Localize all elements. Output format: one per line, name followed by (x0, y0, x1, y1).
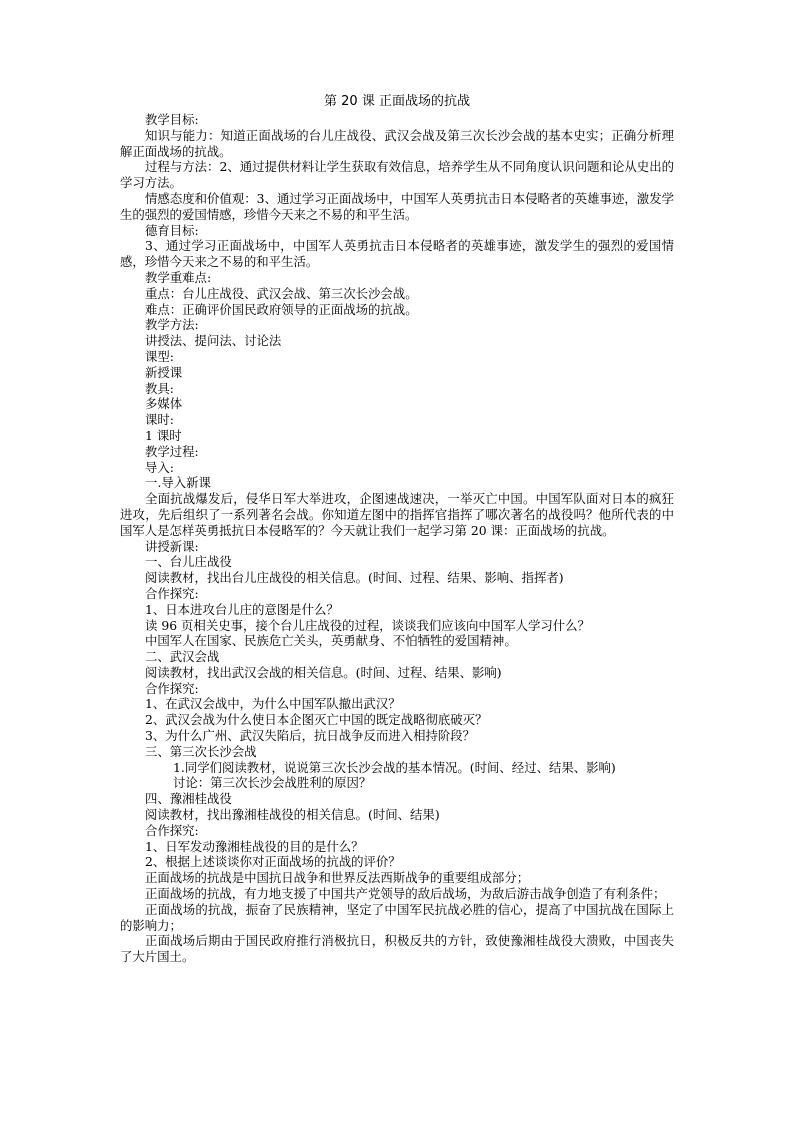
text-line: 2、根据上述谈谈你对正面战场的抗战的评价？ (145, 854, 401, 870)
text-line: 阅读教材，找出台儿庄战役的相关信息。(时间、过程、结果、影响、指挥者) (145, 570, 564, 586)
text-line: 课时: (145, 412, 174, 428)
text-line: 知识与能力：知道正面战场的台儿庄战役、武汉会战及第三次长沙会战的基本史实；正确分析理解正面战场的抗战。 (120, 127, 674, 159)
text-line: 正面战场后期由于国民政府推行消极抗日，积极反共的方针，致使豫湘桂战役大溃败，中国丧失了大片国土。 (120, 933, 674, 965)
text-line: 教学方法: (145, 317, 199, 333)
text-line: 正面战场的抗战，振奋了民族精神，坚定了中国军民抗战必胜的信心，提高了中国抗战在国际上的影响力； (120, 901, 674, 933)
text-line: 合作探究: (145, 822, 199, 838)
text-line: 教学重难点: (145, 269, 212, 285)
text-line: 导入: (145, 459, 174, 475)
text-line: 讨论：第三次长沙会战胜利的原因？ (173, 775, 372, 791)
text-line: 1、在武汉会战中，为什么中国军队撤出武汉？ (145, 696, 401, 712)
document-page (120, 94, 674, 965)
text-line: 难点：正确评价国民政府领导的正面战场的抗战。 (145, 301, 418, 317)
text-line: 正面战场的抗战，有力地支援了中国共产党领导的敌后战场，为敌后游击战争创造了有利条件； (145, 886, 666, 902)
text-line: 一、台儿庄战役 (145, 554, 232, 570)
text-line: 中国军人在国家、民族危亡关头，英勇献身、不怕牺牲的爱国精神。 (145, 633, 517, 649)
text-line: 合作探究: (145, 585, 199, 601)
text-line: 合作探究: (145, 680, 199, 696)
text-line: 讲授新课: (145, 538, 199, 554)
text-line: 二、武汉会战 (145, 649, 220, 665)
text-line: 教学过程: (145, 443, 199, 459)
text-line: 阅读教材，找出豫湘桂战役的相关信息。(时间、结果) (145, 807, 440, 823)
text-line: 新授课 (145, 364, 183, 380)
text-line: 一.导入新课 (145, 475, 211, 491)
text-line: 重点：台儿庄战役、武汉会战、第三次长沙会战。 (145, 285, 418, 301)
text-line: 读 96 页相关史事，接个台儿庄战役的过程，谈谈我们应该向中国军人学习什么？ (145, 617, 590, 633)
text-line: 全面抗战爆发后，侵华日军大举进攻，企图速战速决，一举灭亡中国。中国军队面对日本的疯狂进攻，先后组织了一系列著名会战。你知道左图中的指挥官指挥了哪次著名的战役吗？他所代表的中国军人是怎样英勇抵抗日本侵略军的？今天就让我们一起学习第 20 课：正面战场的抗战。 (120, 491, 674, 538)
text-line: 教具: (145, 380, 174, 396)
text-line: 2、武汉会战为什么使日本企图灭亡中国的既定战略彻底破灭？ (145, 712, 488, 728)
lesson-body (120, 112, 674, 965)
text-line: 1、日本进攻台儿庄的意图是什么？ (145, 601, 339, 617)
text-line: 教学目标: (145, 112, 199, 127)
text-line: 讲授法、提问法、讨论法 (145, 333, 282, 349)
text-line: 3、为什么广州、武汉失陷后，抗日战争反而进入相持阶段？ (145, 728, 476, 744)
text-line: 阅读教材，找出武汉会战的相关信息。(时间、过程、结果、影响) (145, 664, 502, 680)
text-line: 3、通过学习正面战场中，中国军人英勇抗击日本侵略者的英雄事迹，激发学生的强烈的爱国情感，珍惜今天来之不易的和平生活。 (120, 238, 674, 270)
text-line: 四、豫湘桂战役 (145, 791, 232, 807)
text-line: 正面战场的抗战是中国抗日战争和世界反法西斯战争的重要组成部分； (145, 870, 530, 886)
text-line: 过程与方法：2、通过提供材料让学生获取有效信息，培养学生从不同角度认识问题和论从史出的学习方法。 (120, 159, 674, 191)
lesson-title: 第 20 课 正面战场的抗战 (324, 94, 470, 109)
text-line: 1.同学们阅读教材，说说第三次长沙会战的基本情况。(时间、经过、结果、影响) (173, 759, 616, 775)
text-line: 三、第三次长沙会战 (145, 743, 257, 759)
text-line: 情感态度和价值观：3、通过学习正面战场中，中国军人英勇抗击日本侵略者的英雄事迹，激发学生的强烈的爱国情感，珍惜今天来之不易的和平生活。 (120, 190, 674, 222)
text-line: 1、日军发动豫湘桂战役的目的是什么？ (145, 838, 364, 854)
text-line: 德育目标: (145, 222, 199, 238)
text-line: 1 课时 (145, 427, 182, 443)
text-line: 课型: (145, 348, 174, 364)
text-line: 多媒体 (145, 396, 183, 412)
